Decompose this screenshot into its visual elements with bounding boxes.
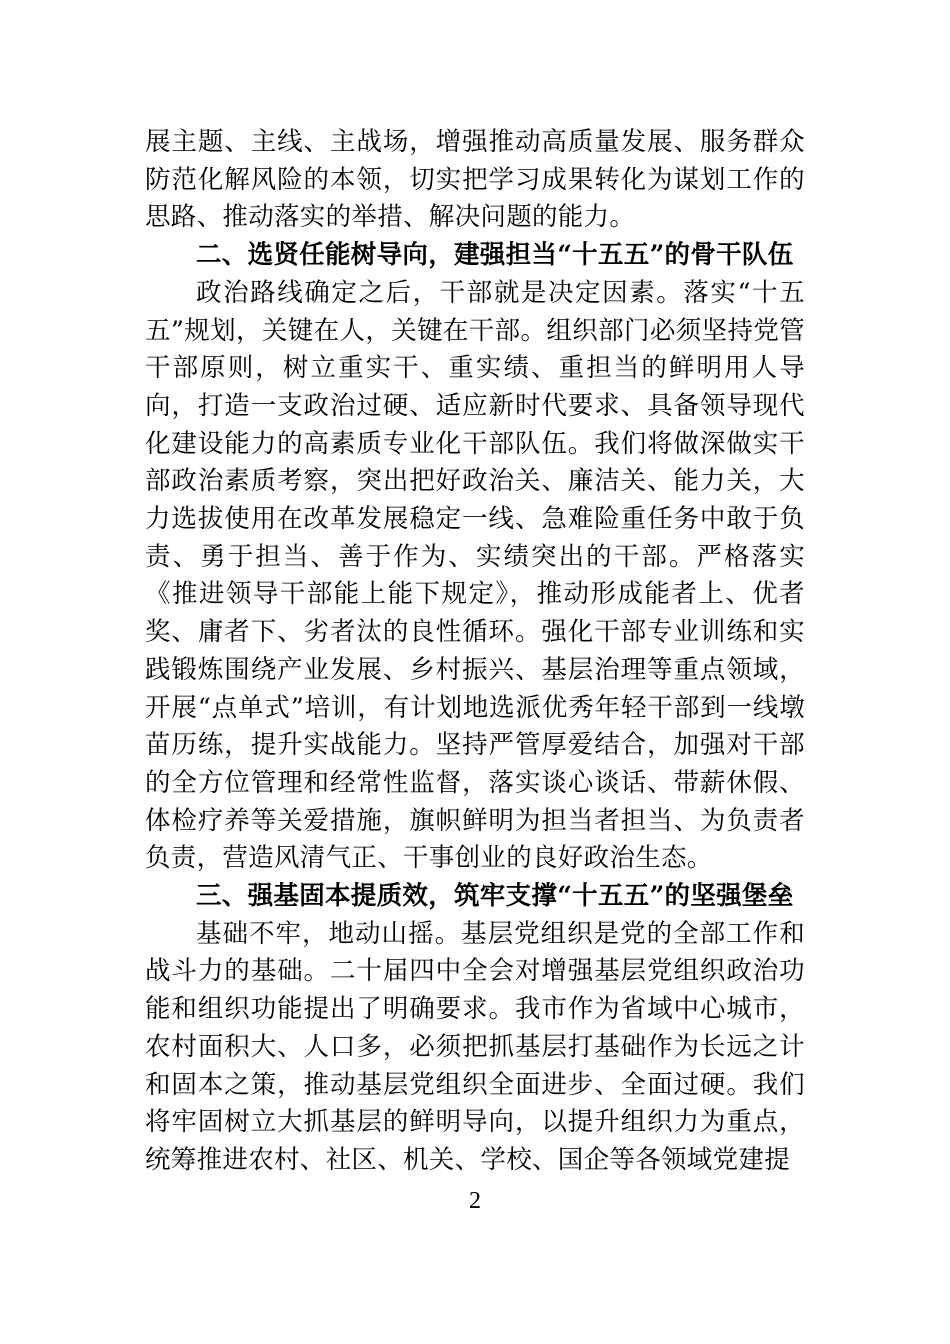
document-body — [145, 124, 805, 1180]
paragraph-continued: 展主题、主线、主战场，增强推动高质量发展、服务群众防范化解风险的本领，切实把学习成果转化为谋划工作的思路、推动落实的举措、解决问题的能力。 — [145, 127, 805, 233]
paragraph-cadres: 政治路线确定之后，干部就是决定因素。落实“十五五”规划，关键在人，关键在干部。组织部门必须坚持党管干部原则，树立重实干、重实绩、重担当的鲜明用人导向，打造一支政治过硬、适应新时代要求、具备领导现代化建设能力的高素质专业化干部队伍。我们将做深做实干部政治素质考察，突出把好政治关、廉洁关、能力关，大力选拔使用在改革发展稳定一线、急难险重任务中敢于负责、勇于担当、善于作为、实绩突出的干部。严格落实《推进领导干部能上能下规定》，推动形成能者上、优者奖、庸者下、劣者汰的良性循环。强化干部专业训练和实践锻炼围绕产业发展、乡村振兴、基层治理等重点领域，开展“点单式”培训，有计划地选派优秀年轻干部到一线墩苗历练，提升实战能力。坚持严管厚爱结合，加强对干部的全方位管理和经常性监督，落实谈心谈话、带薪休假、体检疗养等关爱措施，旗帜鲜明为担当者担当、为负责者负责，营造风清气正、干事创业的良好政治生态。 — [145, 277, 805, 874]
section-heading-2: 二、选贤任能树导向，建强担当“十五五”的骨干队伍 — [196, 240, 794, 271]
page-number: 2 — [469, 1188, 481, 1214]
paragraph-grassroots: 基础不牢，地动山摇。基层党组织是党的全部工作和战斗力的基础。二十届四中全会对增强基层党组织政治功能和组织功能提出了明确要求。我市作为省域中心城市，农村面积大、人口多，必须把抓基层打基础作为长远之计和固本之策，推动基层党组织全面进步、全面过硬。我们将牢固树立大抓基层的鲜明导向，以提升组织力为重点，统筹推进农村、社区、机关、学校、国企等各领域党建提 — [145, 918, 805, 1175]
section-heading-3: 三、强基固本提质效，筑牢支撑“十五五”的坚强堡垒 — [196, 881, 794, 912]
